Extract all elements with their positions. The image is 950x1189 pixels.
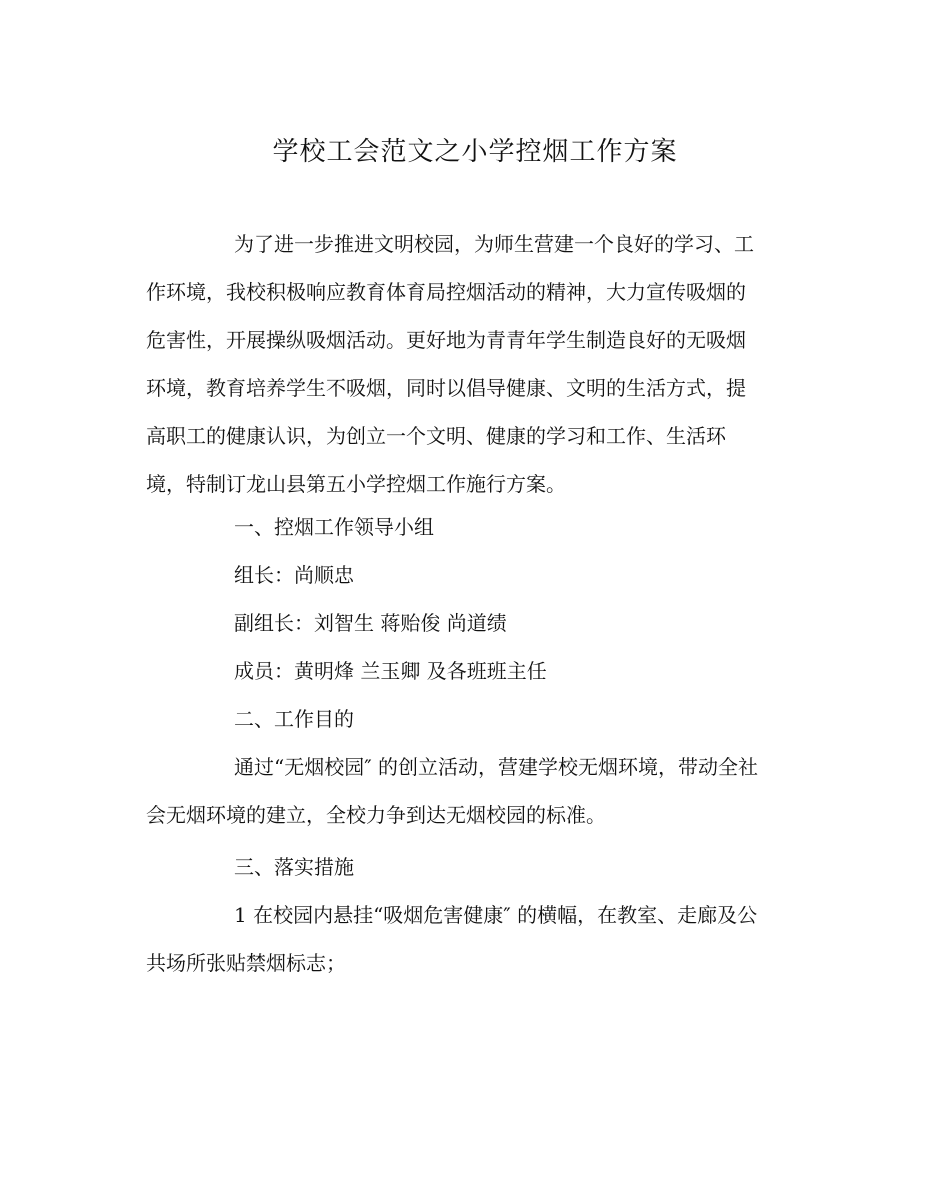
- intro-line-5: 高职工的健康认识，为创立一个文明、健康的学习和工作、生活环: [146, 424, 726, 448]
- group-deputy: 副组长：刘智生 蒋贻俊 尚道绩: [234, 611, 507, 635]
- section-2: [146, 695, 806, 839]
- section-3-item-1-line-1: 1 在校园内悬挂“吸烟危害健康″ 的横幅，在教室、走廊及公: [234, 903, 758, 927]
- intro-line-3: 危害性，开展操纵吸烟活动。更好地为青青年学生制造良好的无吸烟: [146, 328, 746, 352]
- section-1-heading: 一、控烟工作领导小组: [234, 515, 434, 539]
- section-1: [146, 503, 806, 695]
- intro-line-1: 为了进一步推进文明校园，为师生营建一个良好的学习、工: [234, 232, 754, 256]
- group-members: 成员：黄明烽 兰玉卿 及各班班主任: [234, 659, 547, 683]
- intro-line-2: 作环境，我校积极响应教育体育局控烟活动的精神，大力宣传吸烟的: [146, 280, 746, 304]
- section-3-item-1-line-2: 共场所张贴禁烟标志；: [146, 951, 346, 975]
- intro-paragraph: [146, 220, 806, 508]
- intro-line-6: 境，特制订龙山县第五小学控烟工作施行方案。: [146, 472, 566, 496]
- section-3: [146, 843, 806, 987]
- intro-line-4: 环境，教育培养学生不吸烟，同时以倡导健康、文明的生活方式，提: [146, 376, 746, 400]
- section-2-line-2: 会无烟环境的建立，全校力争到达无烟校园的标准。: [146, 803, 606, 827]
- document-title: 学校工会范文之小学控烟工作方案: [272, 137, 678, 167]
- section-3-heading: 三、落实措施: [234, 855, 354, 879]
- section-2-heading: 二、工作目的: [234, 707, 354, 731]
- group-leader: 组长：尚顺忠: [234, 563, 354, 587]
- section-2-line-1: 通过“无烟校园″ 的创立活动，营建学校无烟环境，带动全社: [234, 755, 759, 779]
